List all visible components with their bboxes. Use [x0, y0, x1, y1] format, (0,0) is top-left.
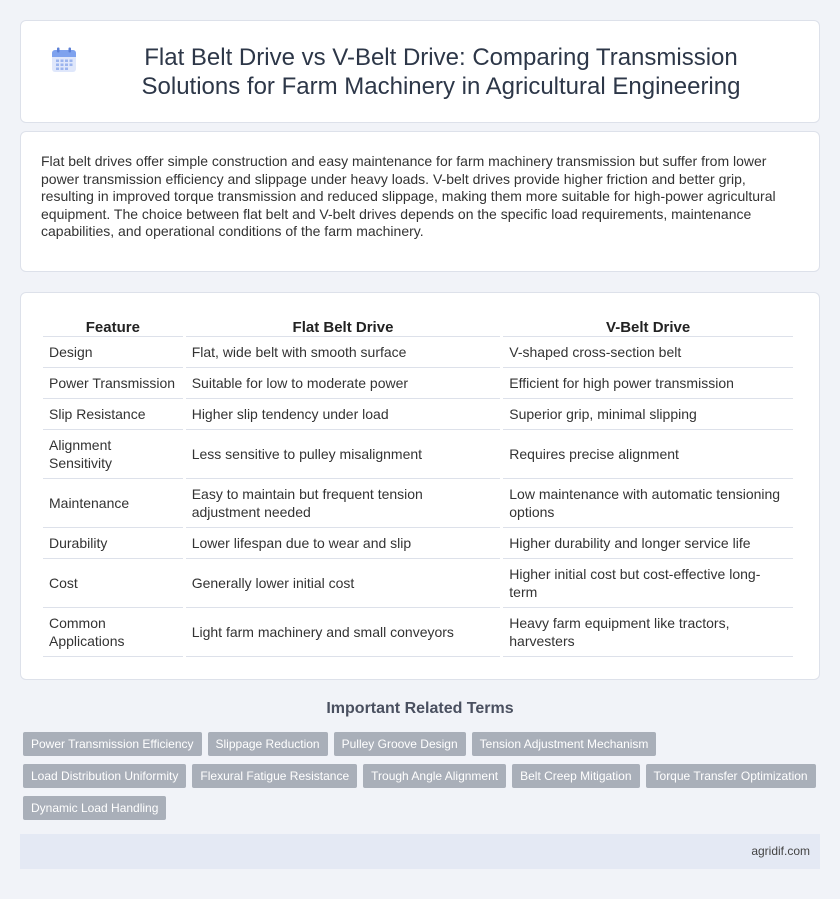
v-belt-cell: V-shaped cross-section belt	[503, 337, 793, 368]
v-belt-cell: Requires precise alignment	[503, 430, 793, 479]
related-term-tag[interactable]: Dynamic Load Handling	[23, 796, 166, 820]
header-feature: Feature	[43, 315, 183, 337]
feature-cell: Durability	[43, 528, 183, 559]
feature-cell: Alignment Sensitivity	[43, 430, 183, 479]
related-term-tag[interactable]: Power Transmission Efficiency	[23, 732, 202, 756]
related-terms-tags	[23, 732, 823, 820]
table-row	[43, 368, 793, 399]
title-wrap	[51, 43, 789, 101]
header-v-belt: V-Belt Drive	[503, 315, 793, 337]
flat-belt-cell: Flat, wide belt with smooth surface	[186, 337, 501, 368]
table-row	[43, 479, 793, 528]
feature-cell: Design	[43, 337, 183, 368]
v-belt-cell: Efficient for high power transmission	[503, 368, 793, 399]
flat-belt-cell: Generally lower initial cost	[186, 559, 501, 608]
page-title: Flat Belt Drive vs V-Belt Drive: Comparing Transmission Solutions for Farm Machinery in Agricultural Engineering	[141, 43, 741, 100]
table-row	[43, 559, 793, 608]
flat-belt-cell: Less sensitive to pulley misalignment	[186, 430, 501, 479]
related-terms-title: Important Related Terms	[326, 700, 514, 717]
related-term-tag[interactable]: Slippage Reduction	[208, 732, 328, 756]
calendar-icon	[51, 47, 77, 73]
feature-cell: Cost	[43, 559, 183, 608]
v-belt-cell: Low maintenance with automatic tensioning options	[503, 479, 793, 528]
related-term-tag[interactable]: Trough Angle Alignment	[363, 764, 506, 788]
header-flat-belt: Flat Belt Drive	[186, 315, 501, 337]
table-header-row	[43, 315, 793, 337]
summary-card	[20, 131, 820, 272]
comparison-table	[40, 315, 796, 657]
table-row	[43, 608, 793, 657]
flat-belt-cell: Lower lifespan due to wear and slip	[186, 528, 501, 559]
table-row	[43, 430, 793, 479]
footer	[20, 834, 820, 869]
related-term-tag[interactable]: Belt Creep Mitigation	[512, 764, 639, 788]
feature-cell: Power Transmission	[43, 368, 183, 399]
v-belt-cell: Higher initial cost but cost-effective long-term	[503, 559, 793, 608]
flat-belt-cell: Suitable for low to moderate power	[186, 368, 501, 399]
table-card	[20, 292, 820, 680]
flat-belt-cell: Easy to maintain but frequent tension adjustment needed	[186, 479, 501, 528]
title-card	[20, 20, 820, 123]
related-term-tag[interactable]: Load Distribution Uniformity	[23, 764, 186, 788]
v-belt-cell: Superior grip, minimal slipping	[503, 399, 793, 430]
table-row	[43, 337, 793, 368]
related-term-tag[interactable]: Tension Adjustment Mechanism	[472, 732, 657, 756]
feature-cell: Slip Resistance	[43, 399, 183, 430]
table-row	[43, 399, 793, 430]
feature-cell: Common Applications	[43, 608, 183, 657]
flat-belt-cell: Light farm machinery and small conveyors	[186, 608, 501, 657]
table-row	[43, 528, 793, 559]
related-term-tag[interactable]: Flexural Fatigue Resistance	[192, 764, 357, 788]
feature-cell: Maintenance	[43, 479, 183, 528]
summary-text: Flat belt drives offer simple construction and easy maintenance for farm machinery transmission but suffer from lower power transmission efficiency and slippage under heavy loads. V-belt drives provide higher friction and better grip, resulting in improved torque transmission and reduced slippage, making them more suitable for high-power agricultural equipment. The choice between flat belt and V-belt drives depends on the specific load requirements, maintenance capabilities, and operational conditions of the farm machinery.	[41, 153, 776, 239]
v-belt-cell: Higher durability and longer service life	[503, 528, 793, 559]
flat-belt-cell: Higher slip tendency under load	[186, 399, 501, 430]
footer-site-link[interactable]: agridif.com	[751, 844, 810, 858]
related-term-tag[interactable]: Pulley Groove Design	[334, 732, 466, 756]
related-term-tag[interactable]: Torque Transfer Optimization	[646, 764, 816, 788]
v-belt-cell: Heavy farm equipment like tractors, harvesters	[503, 608, 793, 657]
